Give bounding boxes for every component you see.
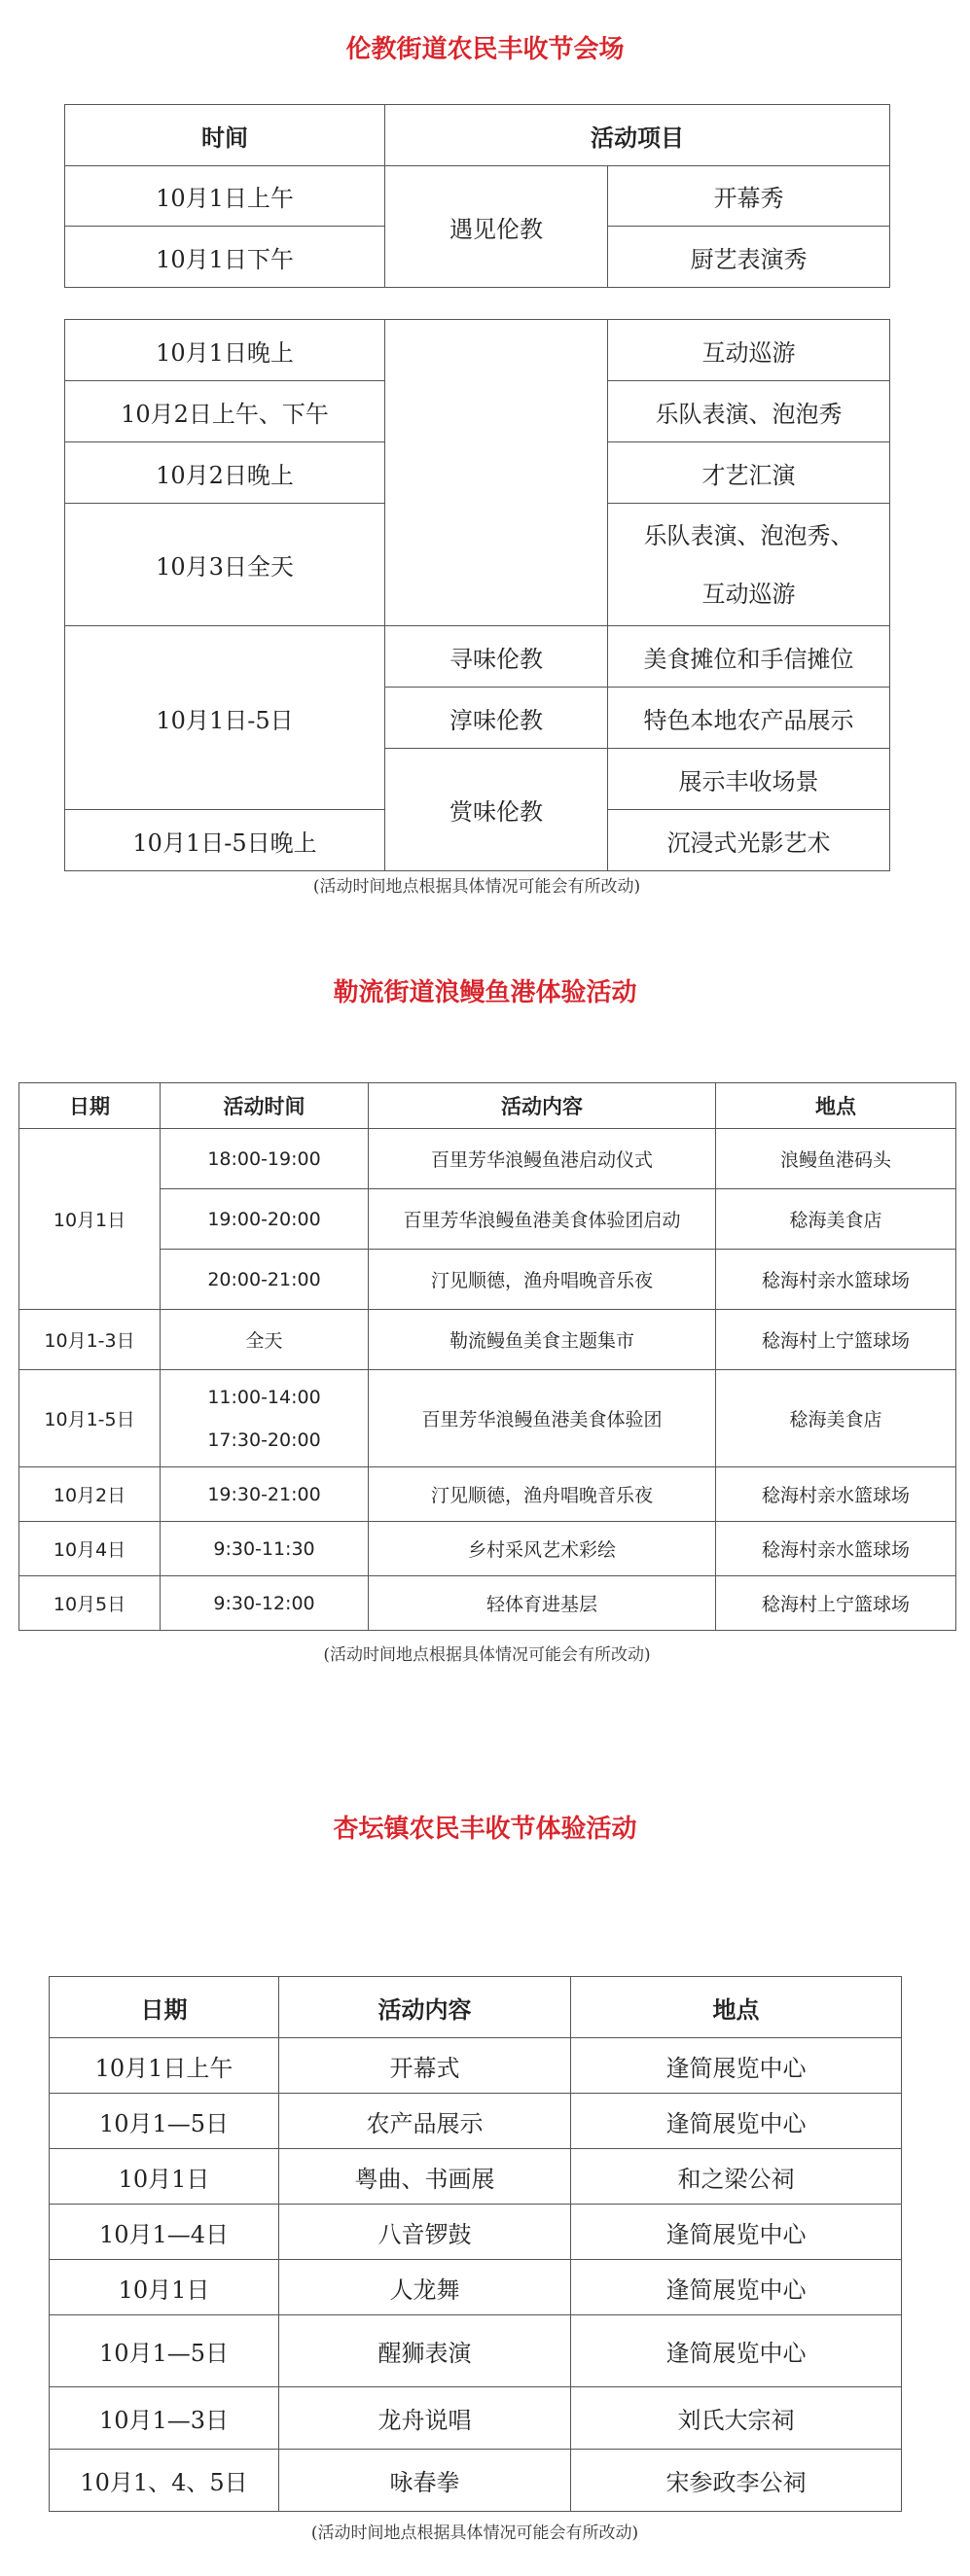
table-cell-group-empty [385,320,608,626]
event-line: 乐队表演、泡泡秀、 [643,521,854,549]
header-time: 活动时间 [161,1083,369,1129]
table-cell-group: 寻味伦教 [385,626,608,688]
table-cell-content: 汀见顺德，渔舟唱晚音乐夜 [369,1467,716,1522]
section2-note: (活动时间地点根据具体情况可能会有所改动) [323,1645,651,1665]
event-line: 互动巡游 [701,580,796,608]
table-cell-place: 逢简展览中心 [571,2038,902,2094]
table-cell-date: 10月1日 [50,2149,279,2205]
table-cell-date: 10月1、4、5日 [50,2450,279,2512]
header-content: 活动内容 [369,1083,716,1129]
section1-table-b [64,319,890,871]
table-cell-content: 醒狮表演 [279,2315,571,2387]
table-cell-place: 稔海村亲水篮球场 [716,1250,956,1310]
table-cell-time: 19:00-20:00 [161,1189,369,1250]
table-cell-content: 汀见顺德，渔舟唱晚音乐夜 [369,1250,716,1310]
table-cell-event: 才艺汇演 [608,442,890,504]
section3-title: 杏坛镇农民丰收节体验活动 [333,1815,637,1844]
table-cell-date: 10月1日 [50,2260,279,2315]
header-activity: 活动项目 [385,105,890,166]
header-time: 时间 [65,105,385,166]
section1-table-a [64,104,890,288]
table-cell-place: 稔海美食店 [716,1189,956,1250]
table-cell-group: 淳味伦教 [385,688,608,749]
table-cell-time: 9:30-11:30 [161,1522,369,1576]
section2-table [18,1082,956,1631]
table-cell-content: 粤曲、书画展 [279,2149,571,2205]
table-cell-content: 勒流鳗鱼美食主题集市 [369,1310,716,1370]
table-cell-content: 八音锣鼓 [279,2205,571,2260]
table-cell-time: 全天 [161,1310,369,1370]
header-place: 地点 [716,1083,956,1129]
header-date: 日期 [19,1083,161,1129]
table-cell-content: 轻体育进基层 [369,1576,716,1631]
table-cell-content: 开幕式 [279,2038,571,2094]
section1-note: (活动时间地点根据具体情况可能会有所改动) [312,877,641,897]
table-cell-content: 乡村采风艺术彩绘 [369,1522,716,1576]
table-cell-date: 10月1—3日 [50,2387,279,2450]
table-cell-place: 宋参政李公祠 [571,2450,902,2512]
header-content: 活动内容 [279,1977,571,2038]
table-cell-time: 10月1日-5日晚上 [65,810,385,871]
header-place: 地点 [571,1977,902,2038]
table-cell-place: 逢简展览中心 [571,2094,902,2149]
table-cell-date: 10月1日上午 [50,2038,279,2094]
table-cell-event: 开幕秀 [608,166,890,227]
table-cell-place: 浪鳗鱼港码头 [716,1129,956,1189]
table-cell-event: 沉浸式光影艺术 [608,810,890,871]
table-cell-time: 10月2日晚上 [65,442,385,504]
table-cell-content: 百里芳华浪鳗鱼港美食体验团启动 [369,1189,716,1250]
table-cell-time [161,1370,369,1467]
table-cell-date: 10月4日 [19,1522,161,1576]
table-cell-time: 10月1日上午 [65,166,385,227]
time-line: 17:30-20:00 [207,1429,321,1451]
table-cell-time: 18:00-19:00 [161,1129,369,1189]
table-cell-place: 稔海村上宁篮球场 [716,1576,956,1631]
table-cell-place: 稔海村亲水篮球场 [716,1522,956,1576]
table-cell-place: 刘氏大宗祠 [571,2387,902,2450]
table-cell-date: 10月2日 [19,1467,161,1522]
table-cell-event [608,504,890,626]
table-cell-place: 逢简展览中心 [571,2205,902,2260]
header-date: 日期 [50,1977,279,2038]
table-cell-content: 农产品展示 [279,2094,571,2149]
table-cell-time: 19:30-21:00 [161,1467,369,1522]
table-cell-date: 10月5日 [19,1576,161,1631]
table-cell-content: 百里芳华浪鳗鱼港启动仪式 [369,1129,716,1189]
table-cell-content: 咏春拳 [279,2450,571,2512]
section1-title: 伦教街道农民丰收节会场 [345,35,625,64]
table-cell-event: 特色本地农产品展示 [608,688,890,749]
table-cell-group: 遇见伦教 [385,166,608,288]
table-cell-place: 稔海村上宁篮球场 [716,1310,956,1370]
table-cell-content: 龙舟说唱 [279,2387,571,2450]
table-cell-date: 10月1-5日 [19,1370,161,1467]
section3-note: (活动时间地点根据具体情况可能会有所改动) [310,2523,639,2543]
table-cell-content: 人龙舞 [279,2260,571,2315]
table-cell-time: 10月1日下午 [65,227,385,288]
table-cell-place: 逢简展览中心 [571,2260,902,2315]
table-cell-content: 百里芳华浪鳗鱼港美食体验团 [369,1370,716,1467]
table-cell-group: 赏味伦教 [385,749,608,871]
table-cell-date: 10月1日 [19,1129,161,1310]
table-cell-time: 10月2日上午、下午 [65,381,385,442]
time-line: 11:00-14:00 [207,1386,321,1408]
table-cell-time: 10月3日全天 [65,504,385,626]
table-cell-place: 和之梁公祠 [571,2149,902,2205]
section2-title: 勒流街道浪鳗鱼港体验活动 [333,978,637,1007]
table-cell-time: 10月1日晚上 [65,320,385,381]
table-cell-date: 10月1—5日 [50,2315,279,2387]
table-cell-event: 展示丰收场景 [608,749,890,810]
table-cell-event: 乐队表演、泡泡秀 [608,381,890,442]
table-cell-event: 厨艺表演秀 [608,227,890,288]
table-cell-date: 10月1—4日 [50,2205,279,2260]
table-cell-place: 稔海美食店 [716,1370,956,1467]
table-cell-date: 10月1—5日 [50,2094,279,2149]
table-cell-time: 20:00-21:00 [161,1250,369,1310]
table-cell-event: 美食摊位和手信摊位 [608,626,890,688]
table-cell-date: 10月1-3日 [19,1310,161,1370]
table-cell-time: 9:30-12:00 [161,1576,369,1631]
section3-table [49,1976,902,2512]
table-cell-time: 10月1日-5日 [65,626,385,810]
table-cell-place: 逢简展览中心 [571,2315,902,2387]
table-cell-place: 稔海村亲水篮球场 [716,1467,956,1522]
table-cell-event: 互动巡游 [608,320,890,381]
